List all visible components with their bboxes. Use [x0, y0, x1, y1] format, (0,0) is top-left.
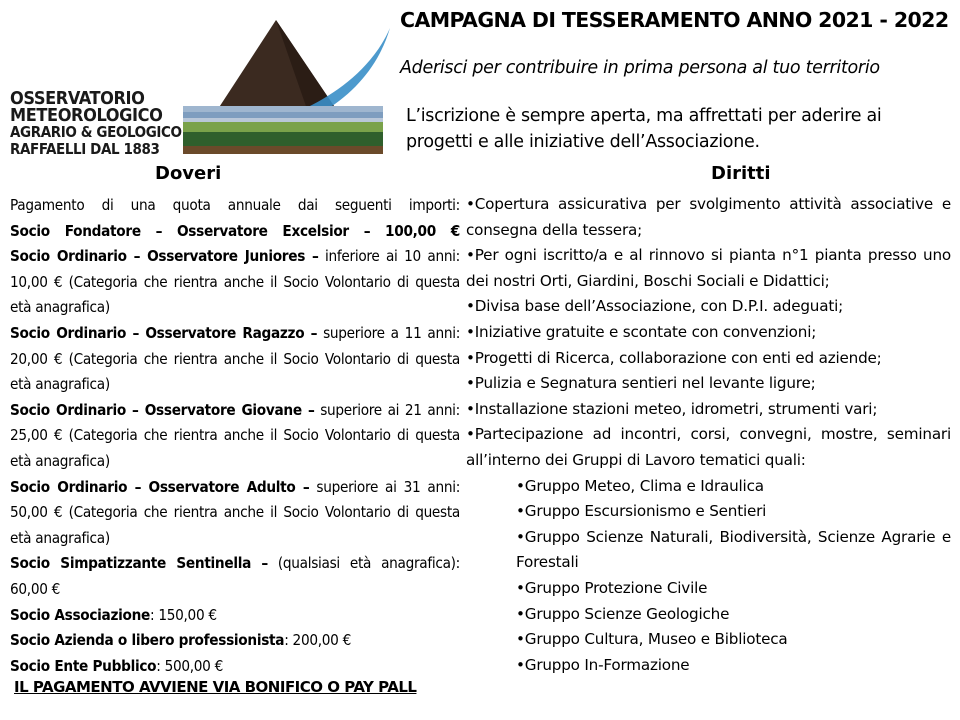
- logo-line-1: OSSERVATORIO: [10, 88, 145, 109]
- fee-label: Socio Ente Pubblico: [10, 656, 157, 675]
- benefit-item: •Divisa base dell’Associazione, con D.P.I. adeguati;: [466, 297, 844, 316]
- fee-item: [10, 219, 460, 245]
- doveri-intro: Pagamento di una quota annuale dai seguenti importi:: [10, 196, 460, 214]
- fee-item: [10, 654, 460, 680]
- page-subtitle: Aderisci per contribuire in prima persona al tuo territorio: [400, 58, 880, 78]
- group-item: •Gruppo Escursionismo e Sentieri: [516, 502, 767, 521]
- benefit-item: •Per ogni iscritto/a e al rinnovo si pianta n°1 pianta presso uno dei nostri Orti, Giardini, Boschi Sociali e Didattici;: [466, 246, 951, 290]
- fee-detail: superiore a 11 anni: 20,00 € (Categoria che rientra anche il Socio Volontario di questa età anagrafica): [10, 323, 460, 394]
- doveri-heading: Doveri: [155, 163, 222, 184]
- fee-label: Socio Ordinario – Osservatore Giovane –: [10, 400, 315, 419]
- fee-detail: (qualsiasi età anagrafica): 60,00 €: [10, 554, 460, 598]
- benefit-item: •Partecipazione ad incontri, corsi, convegni, mostre, seminari all’interno dei Gruppi di Lavoro tematici quali:: [466, 425, 951, 469]
- fee-detail: : 200,00 €: [284, 631, 351, 650]
- group-item: •Gruppo Protezione Civile: [516, 578, 708, 597]
- group-item: •Gruppo Meteo, Clima e Idraulica: [516, 476, 764, 495]
- diritti-column: [466, 192, 951, 678]
- intro-text: L’iscrizione è sempre aperta, ma affrettati per aderire ai progetti e alle iniziative dell’Associazione.: [406, 106, 882, 152]
- fee-detail: : 500,00 €: [156, 656, 224, 675]
- fee-label: Socio Associazione: [10, 605, 150, 624]
- payment-note: IL PAGAMENTO AVVIENE VIA BONIFICO O PAY PALL: [14, 678, 417, 696]
- fee-item: [10, 628, 460, 654]
- fee-item: [10, 244, 460, 321]
- diritti-heading: Diritti: [711, 163, 771, 184]
- fee-detail: superiore ai 21 anni: 25,00 € (Categoria che rientra anche il Socio Volontario di questa età anagrafica): [10, 400, 460, 470]
- group-item: •Gruppo Cultura, Museo e Biblioteca: [516, 630, 788, 649]
- fee-label: Socio Ordinario – Osservatore Juniores –: [10, 247, 319, 266]
- benefit-item: •Installazione stazioni meteo, idrometri, strumenti vari;: [466, 399, 878, 418]
- fee-label: Socio Simpatizzante Sentinella –: [10, 554, 268, 573]
- fee-item: [10, 551, 460, 602]
- doveri-column: [10, 193, 460, 679]
- logo-text: [10, 90, 190, 158]
- fee-detail: : 150,00 €: [150, 605, 217, 624]
- fee-item: [10, 321, 460, 398]
- fee-item: [10, 398, 460, 475]
- group-item: •Gruppo Scienze Naturali, Biodiversità, Scienze Agrarie e Forestali: [516, 527, 951, 572]
- benefit-item: •Pulizia e Segnatura sentieri nel levante ligure;: [466, 374, 816, 393]
- fee-detail: inferiore ai 10 anni: 10,00 € (Categoria che rientra anche il Socio Volontario di questa età anagrafica): [10, 247, 460, 317]
- fee-item: [10, 475, 460, 552]
- logo: [8, 12, 398, 162]
- benefit-item: •Progetti di Ricerca, collaborazione con enti ed aziende;: [466, 348, 882, 367]
- fee-item: [10, 603, 460, 629]
- fee-label: Socio Azienda o libero professionista: [10, 631, 285, 650]
- fee-label: Socio Ordinario – Osservatore Adulto –: [10, 477, 310, 496]
- page-title: CAMPAGNA DI TESSERAMENTO ANNO 2021 - 2022: [400, 8, 949, 32]
- benefit-item: •Copertura assicurativa per svolgimento attività associative e consegna della tessera;: [466, 195, 951, 239]
- benefit-item: •Iniziative gratuite e scontate con convenzioni;: [466, 322, 817, 341]
- logo-line-2: METEOROLOGICO: [10, 105, 163, 126]
- logo-line-4: RAFFAELLI DAL 1883: [10, 140, 160, 158]
- logo-line-3: AGRARIO & GEOLOGICO: [10, 123, 182, 141]
- fee-label: Socio Fondatore – Osservatore Excelsior – 100,00 €: [10, 221, 460, 240]
- fee-detail: superiore ai 31 anni: 50,00 € (Categoria che rientra anche il Socio Volontario di questa età anagrafica): [10, 477, 460, 547]
- group-item: •Gruppo Scienze Geologiche: [516, 604, 730, 623]
- fee-label: Socio Ordinario – Osservatore Ragazzo –: [10, 323, 318, 342]
- group-item: •Gruppo In-Formazione: [516, 655, 690, 674]
